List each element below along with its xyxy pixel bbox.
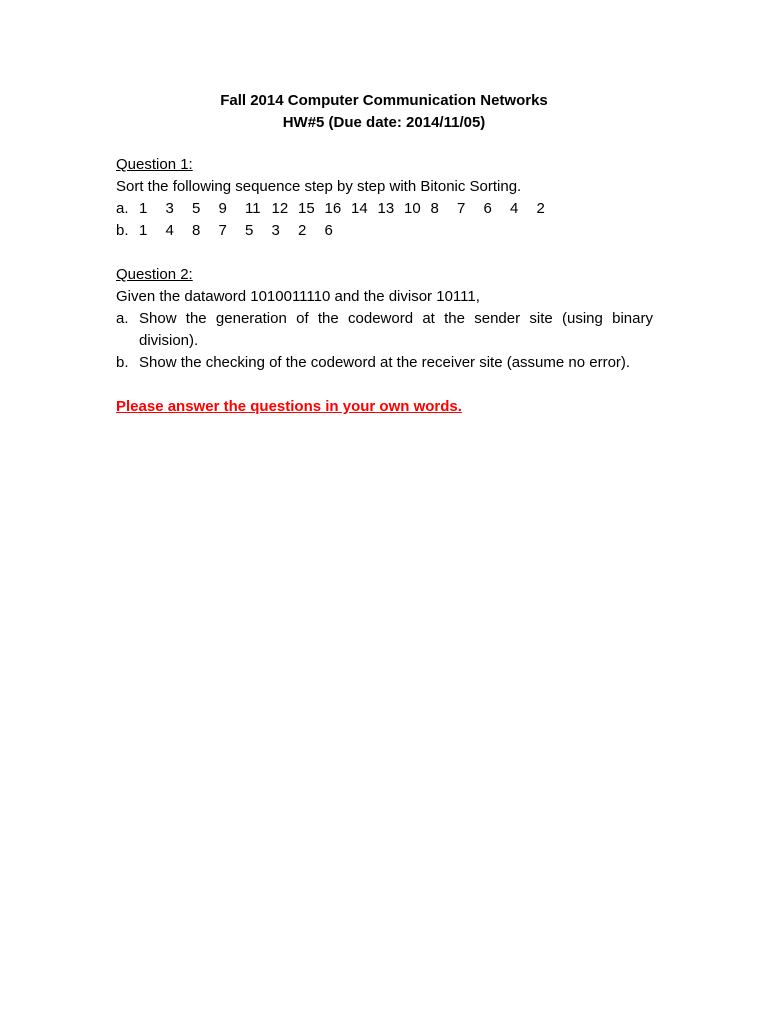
sequence-value: 15 xyxy=(298,200,315,217)
sequence-value: 14 xyxy=(351,200,368,217)
homework-title: HW#5 (Due date: 2014/11/05) xyxy=(282,114,486,131)
sequence-value: 3 xyxy=(271,222,280,239)
document-body xyxy=(116,154,653,418)
sequence-value: 16 xyxy=(324,200,342,217)
sequence-a xyxy=(116,198,653,220)
document-title xyxy=(116,90,652,134)
sequence-value: 2 xyxy=(536,200,545,217)
sequence-value: 12 xyxy=(271,200,289,217)
sequence-value: 9 xyxy=(218,200,227,217)
question-2-heading: Question 2: xyxy=(116,266,193,283)
item-a-label: a. xyxy=(116,310,129,327)
sequence-value: 5 xyxy=(245,222,254,239)
sequence-value: 4 xyxy=(165,222,174,239)
question-1-heading: Question 1: xyxy=(116,156,193,173)
item-a-text: Show the generation of the codeword at the sender site (using binary division). xyxy=(139,310,653,349)
sequence-value: 6 xyxy=(483,200,492,217)
answer-instruction-note: Please answer the questions in your own words. xyxy=(116,398,462,415)
sequence-value: 1 xyxy=(139,222,148,239)
sequence-value: 13 xyxy=(377,200,395,217)
course-title: Fall 2014 Computer Communication Networks xyxy=(220,92,548,109)
sequence-value: 5 xyxy=(192,200,201,217)
question-2-item-a xyxy=(116,308,653,352)
sequence-value: 8 xyxy=(192,222,201,239)
sequence-value: 8 xyxy=(430,200,439,217)
paragraph-spacer xyxy=(116,242,653,264)
question-1-instruction: Sort the following sequence step by step with Bitonic Sorting. xyxy=(116,178,522,195)
sequence-value: 11 xyxy=(245,200,261,217)
sequence-b-values xyxy=(139,220,351,242)
sequence-value: 6 xyxy=(324,222,333,239)
sequence-a-values xyxy=(139,198,563,220)
sequence-b xyxy=(116,220,653,242)
sequence-a-label: a. xyxy=(116,200,129,217)
item-b-text: Show the checking of the codeword at the receiver site (assume no error). xyxy=(139,354,631,371)
question-2-intro: Given the dataword 1010011110 and the divisor 10111, xyxy=(116,288,480,305)
sequence-value: 7 xyxy=(457,200,466,217)
paragraph-spacer xyxy=(116,374,653,396)
item-b-label: b. xyxy=(116,354,129,371)
question-2-item-b xyxy=(116,352,653,374)
sequence-value: 3 xyxy=(165,200,174,217)
sequence-value: 2 xyxy=(298,222,307,239)
sequence-value: 4 xyxy=(510,200,519,217)
sequence-b-label: b. xyxy=(116,222,129,239)
sequence-value: 7 xyxy=(218,222,227,239)
sequence-value: 1 xyxy=(139,200,148,217)
sequence-value: 10 xyxy=(404,200,421,217)
